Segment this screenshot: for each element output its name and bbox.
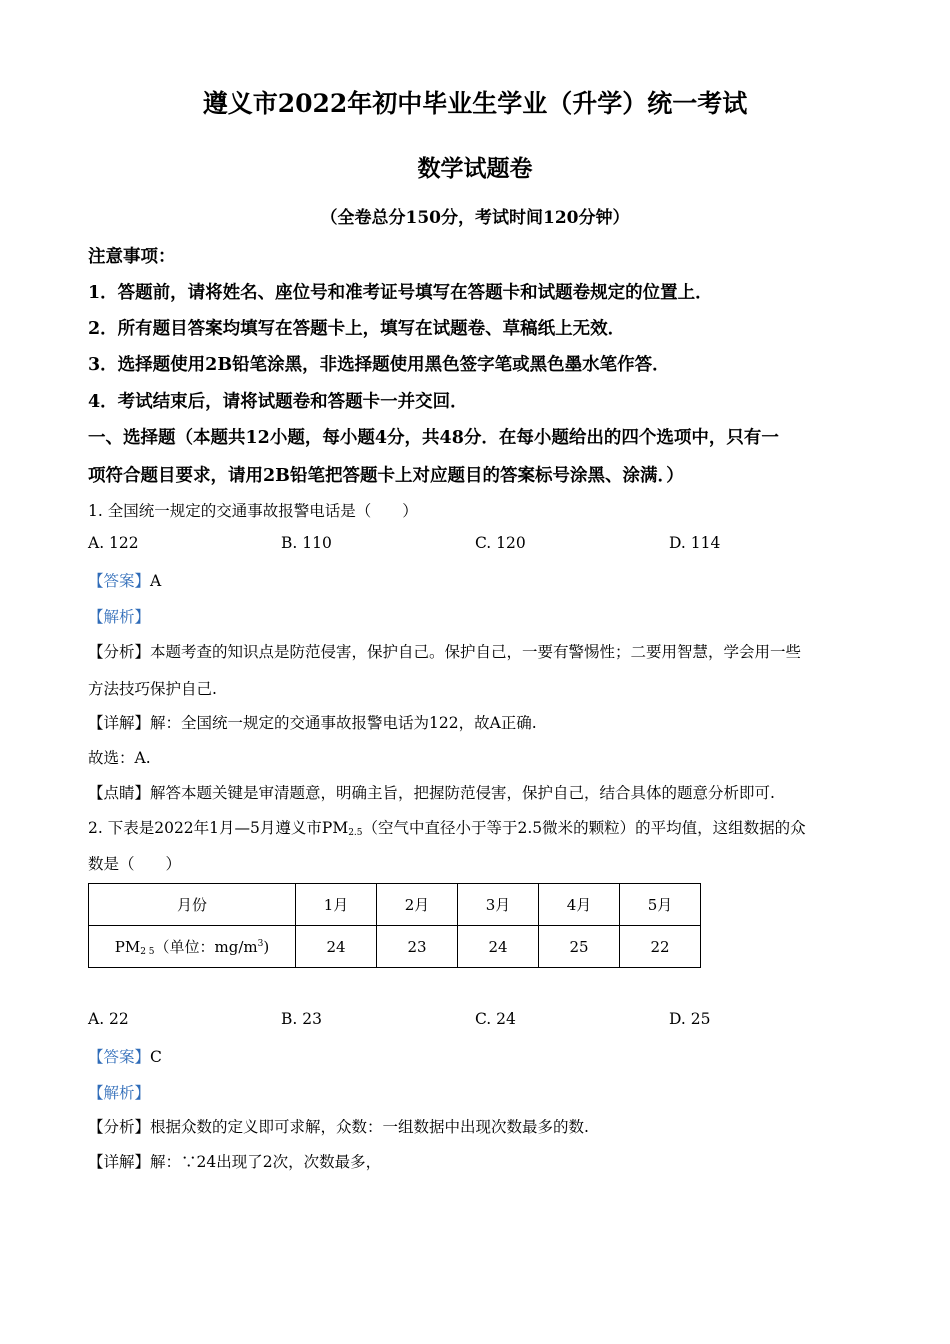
q1-option-b: B. 110 bbox=[281, 534, 332, 552]
answer-value: A bbox=[150, 572, 162, 590]
table-header-cell: 5月 bbox=[620, 884, 701, 926]
q2-stem-subscript: 2.5 bbox=[348, 828, 363, 838]
table-cell: 24 bbox=[296, 926, 377, 968]
table-header-cell: 4月 bbox=[539, 884, 620, 926]
q1-answer bbox=[88, 569, 161, 591]
q2-answer bbox=[88, 1045, 162, 1067]
note-item: 1．答题前，请将姓名、座位号和准考证号填写在答题卡和试题卷规定的位置上． bbox=[88, 283, 713, 303]
table-header-cell: 2月 bbox=[377, 884, 458, 926]
note-item: 3．选择题使用2B铅笔涂黑，非选择题使用黑色签字笔或黑色墨水笔作答． bbox=[88, 355, 670, 375]
table-cell: 22 bbox=[620, 926, 701, 968]
section-heading-line1: 一、选择题（本题共12小题，每小题4分，共48分．在每小题给出的四个选项中，只有一 bbox=[88, 428, 779, 448]
q1-option-a: A. 122 bbox=[88, 534, 139, 552]
q1-fenxi bbox=[88, 640, 801, 662]
xiangjie-text: 解：全国统一规定的交通事故报警电话为122，故A正确. bbox=[150, 714, 537, 732]
q1-dianjing bbox=[88, 781, 775, 803]
exam-subtitle: 数学试题卷 bbox=[417, 155, 533, 182]
q1-stem: 1. 全国统一规定的交通事故报警电话是（ ） bbox=[88, 502, 418, 520]
table-cell: 25 bbox=[539, 926, 620, 968]
q1-guxuan: 故选：A. bbox=[88, 749, 151, 767]
exam-info: （全卷总分150分，考试时间120分钟） bbox=[320, 208, 630, 228]
xiangjie-text: 解：∵24出现了2次，次数最多， bbox=[150, 1153, 382, 1171]
table-cell: 23 bbox=[377, 926, 458, 968]
q1-option-c: C. 120 bbox=[475, 534, 526, 552]
row-label-subscript: 2 5 bbox=[140, 947, 155, 957]
answer-tag: 【答案】 bbox=[88, 572, 151, 590]
row-label-superscript: 3 bbox=[257, 939, 264, 949]
analysis-tag: 【解析】 bbox=[88, 1084, 151, 1102]
analysis-tag: 【解析】 bbox=[88, 608, 151, 626]
exam-title: 遵义市2022年初中毕业生学业（升学）统一考试 bbox=[202, 89, 748, 118]
table-header-cell: 3月 bbox=[458, 884, 539, 926]
table-row-label bbox=[89, 926, 296, 968]
fenxi-text: 根据众数的定义即可求解，众数：一组数据中出现次数最多的数. bbox=[150, 1118, 589, 1136]
q2-stem-cont: 数是（ ） bbox=[88, 855, 182, 873]
q2-option-d: D. 25 bbox=[669, 1010, 711, 1028]
row-label-part: （单位：mg/m bbox=[154, 938, 258, 956]
q2-xiangjie bbox=[88, 1150, 381, 1172]
answer-tag: 【答案】 bbox=[88, 1048, 151, 1066]
table-header-cell: 月份 bbox=[89, 884, 296, 926]
q2-fenxi bbox=[88, 1115, 589, 1137]
q2-analysis-tag bbox=[88, 1081, 150, 1103]
q2-option-b: B. 23 bbox=[281, 1010, 322, 1028]
table-row bbox=[89, 884, 701, 926]
q2-stem bbox=[88, 816, 806, 838]
section-heading-line2: 项符合题目要求，请用2B铅笔把答题卡上对应题目的答案标号涂黑、涂满．） bbox=[88, 466, 684, 486]
q2-stem-part: 2. 下表是2022年1月—5月遵义市PM bbox=[88, 819, 349, 837]
dianjing-text: 解答本题关键是审清题意，明确主旨，把握防范侵害，保护自己，结合具体的题意分析即可. bbox=[150, 784, 775, 802]
q2-option-c: C. 24 bbox=[475, 1010, 516, 1028]
q2-stem-part: （空气中直径小于等于2.5微米的颗粒）的平均值，这组数据的众 bbox=[362, 819, 806, 837]
table-row bbox=[89, 926, 701, 968]
q1-analysis-tag bbox=[88, 605, 150, 627]
row-label-part: PM bbox=[114, 938, 141, 956]
row-label-part: ) bbox=[263, 938, 270, 956]
q1-fenxi-cont: 方法技巧保护自己. bbox=[88, 680, 217, 698]
q1-option-d: D. 114 bbox=[669, 534, 721, 552]
fenxi-tag: 【分析】 bbox=[88, 643, 151, 661]
table-header-cell: 1月 bbox=[296, 884, 377, 926]
xiangjie-tag: 【详解】 bbox=[88, 1153, 151, 1171]
xiangjie-tag: 【详解】 bbox=[88, 714, 151, 732]
fenxi-text: 本题考查的知识点是防范侵害，保护自己。保护自己，一要有警惕性；二要用智慧，学会用一些 bbox=[150, 643, 802, 661]
dianjing-tag: 【点睛】 bbox=[88, 784, 151, 802]
table-cell: 24 bbox=[458, 926, 539, 968]
notes-heading: 注意事项： bbox=[88, 247, 176, 267]
answer-value: C bbox=[150, 1048, 162, 1066]
pm25-table bbox=[88, 883, 701, 968]
note-item: 2．所有题目答案均填写在答题卡上，填写在试题卷、草稿纸上无效． bbox=[88, 319, 626, 339]
note-item: 4．考试结束后，请将试题卷和答题卡一并交回． bbox=[88, 392, 468, 412]
q1-xiangjie bbox=[88, 711, 537, 733]
q2-option-a: A. 22 bbox=[88, 1010, 129, 1028]
fenxi-tag: 【分析】 bbox=[88, 1118, 151, 1136]
